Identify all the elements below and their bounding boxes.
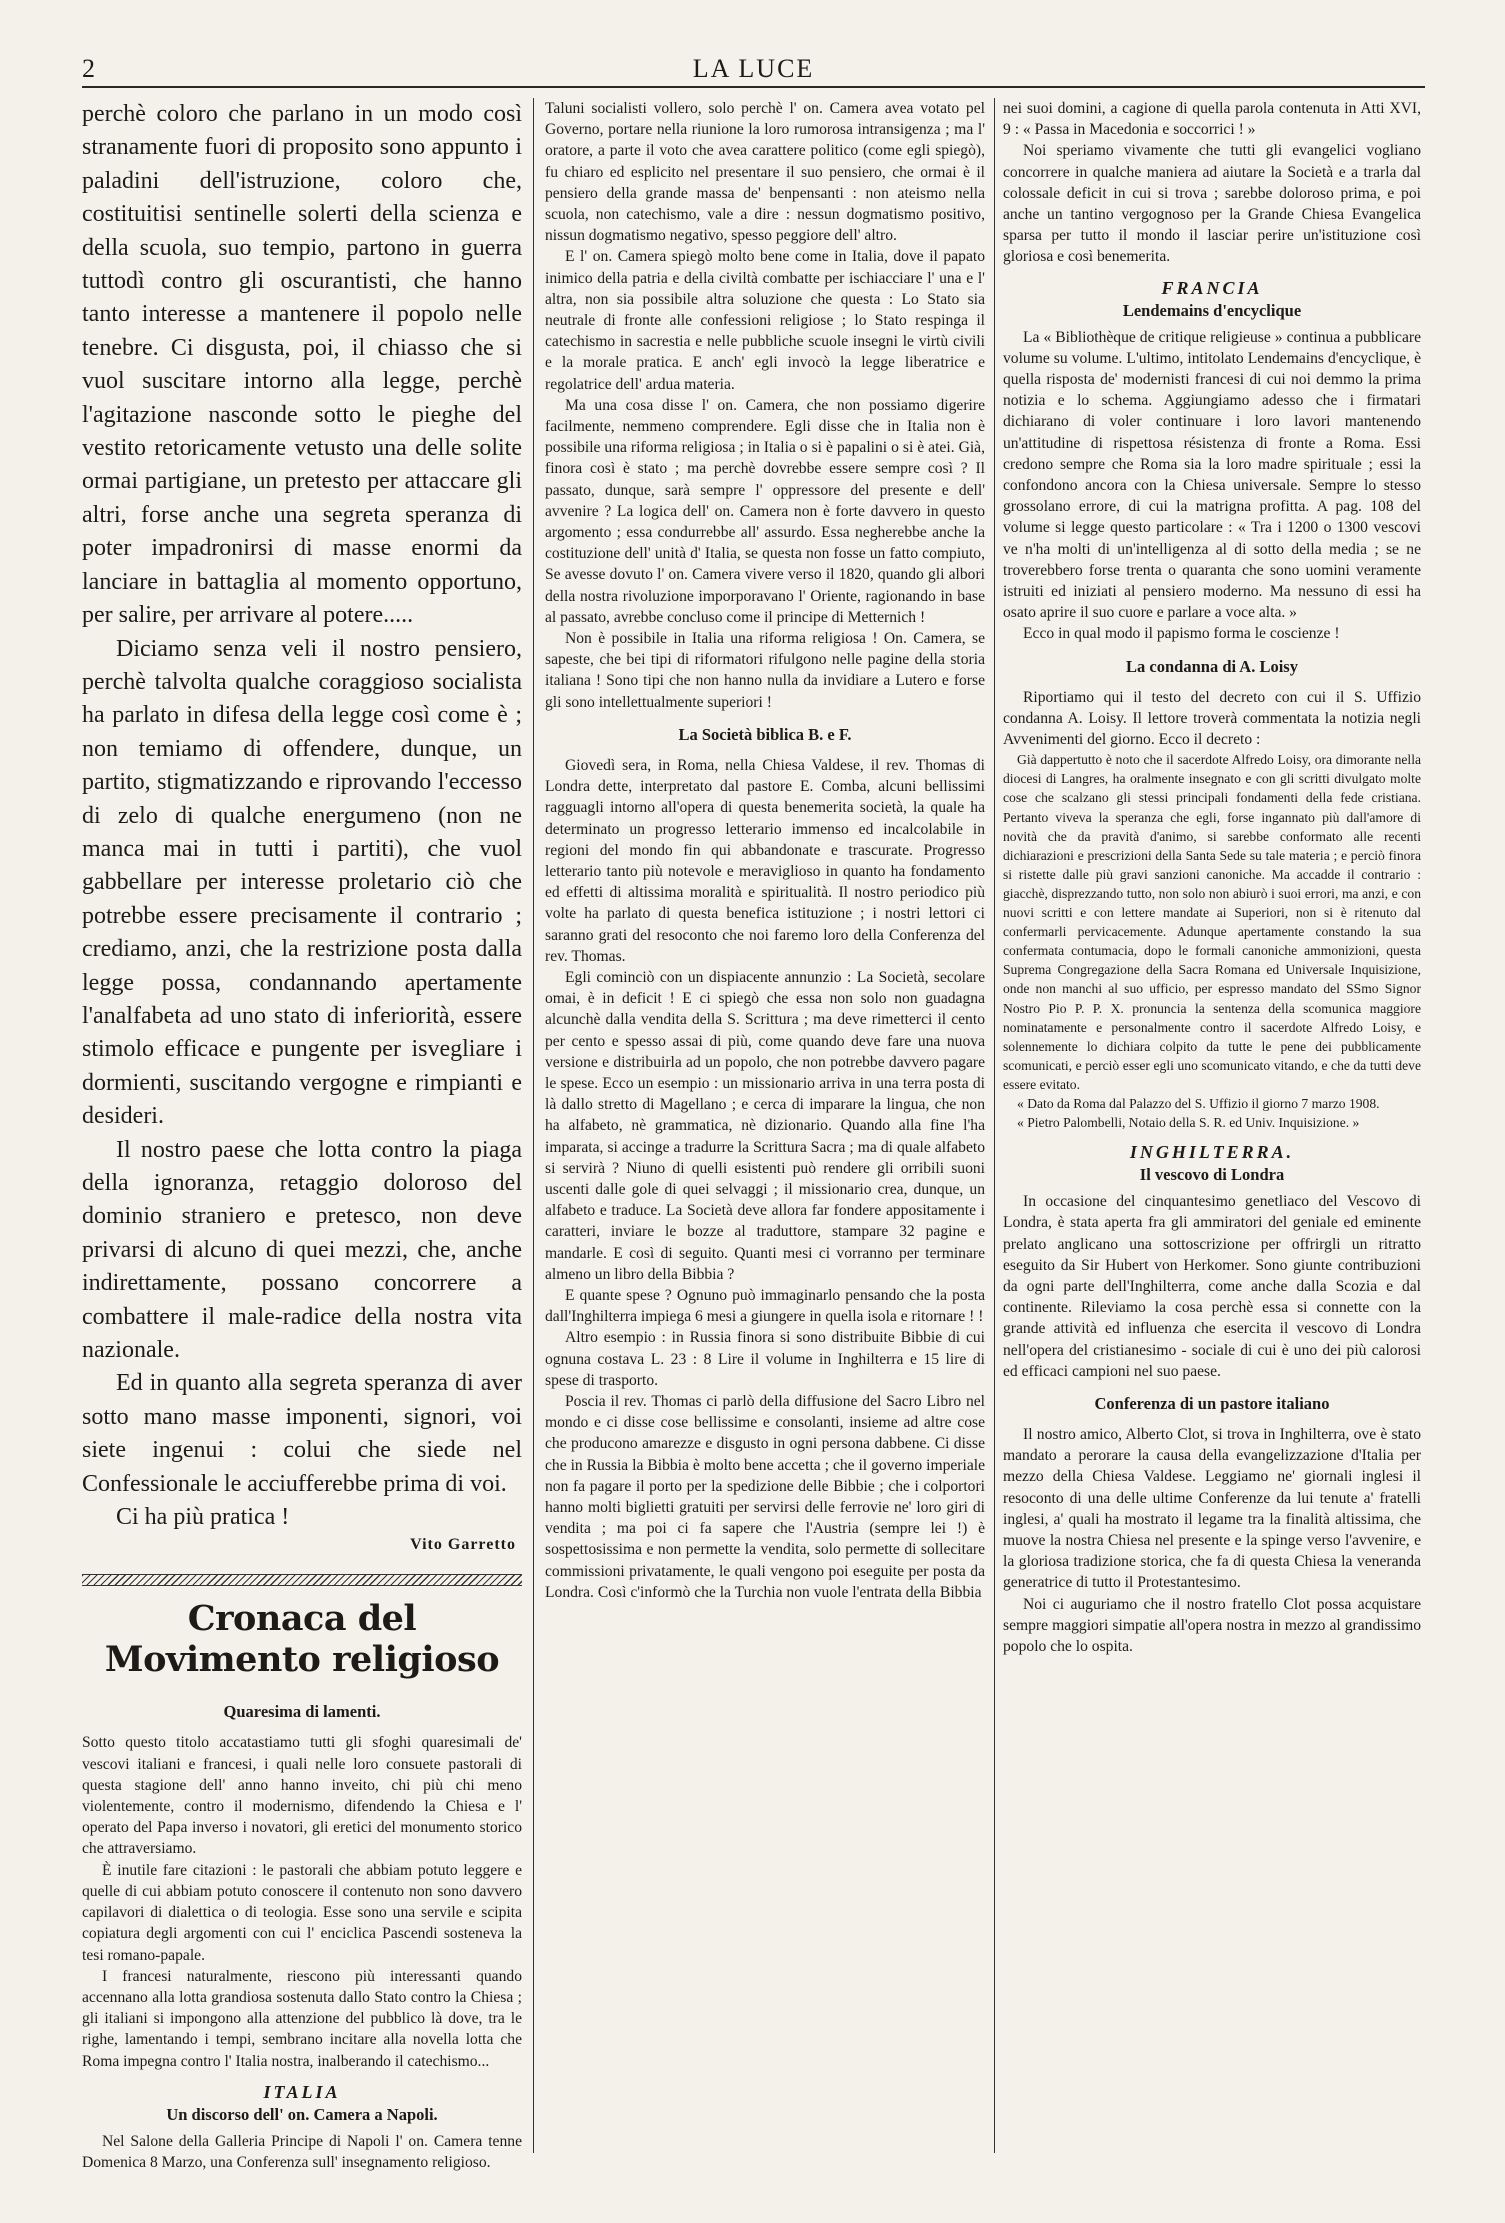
author-signature: Vito Garretto bbox=[410, 1536, 516, 1554]
article-paragraph: Diciamo senza veli il nostro pensiero, perchè talvolta qualche coraggioso socialista ha parlato in difesa della legge così come è ; non temiamo di offendere, dunque, un partito, stigmatizzando e riprovando l'eccesso di zelo di qualche energumeno (non ne manca mai in tutti i partiti), che vuol gabbellare per interesse proletario ciò che potrebbe essere precisamente il contrario ; crediamo, anzi, che la restrizione posta dalla legge possa, condannando apertamente l'analfabeta ad uno stato di inferiorità, essere stimolo efficace e pungente per isvegliare i dormienti, suscitando vergogne e rimpianti e desideri. bbox=[82, 635, 522, 1130]
article-paragraph: Noi ci auguriamo che il nostro fratello Clot possa acquistare sempre maggiori simpatie all'opera nostra in mezzo al grandissimo popolo che lo ospita. bbox=[1003, 1595, 1421, 1656]
article-paragraph: Il nostro paese che lotta contro la piaga della ignoranza, retaggio doloroso del dominio straniero e pretesco, non deve privarsi di alcuno di quei mezzi, che, anche indirettamente, possano concorrere a combattere il male-radice della nostra vita nazionale. bbox=[82, 1136, 522, 1364]
article-paragraph: È inutile fare citazioni : le pastorali che abbiam potuto leggere e quelle di cui abbiam potuto conoscere il contenuto non sono davvero capilavori di dialettica o di teologia. Esse sono una servile e scipita copiatura degli argomenti con cui l' enciclica Pascendi sosteneva la tesi romano-papale. bbox=[82, 1861, 522, 1964]
ornamental-divider bbox=[82, 1574, 522, 1586]
page-number: 2 bbox=[82, 54, 95, 83]
article-paragraph: E l' on. Camera spiegò molto bene come in Italia, dove il papato inimico della patria e della civiltà combatte per ischiacciare l' una e l' altra, non sia possibile altra soluzione che questa : Lo Stato sia neutrale di fronte alle confessioni religiose ; lo Stato respinga il catechismo in sacrestia e nelle pubbliche scuole insegni le virtù civili e la morale pratica. E anch' egli invocò la legge liberatrice e regolatrice dell' ardua materia. bbox=[545, 248, 985, 393]
article-paragraph: Ecco in qual modo il papismo forma le coscienze ! bbox=[1023, 625, 1340, 643]
subsection-title: Lendemains d'encyclique bbox=[1122, 300, 1302, 320]
column-3 bbox=[1003, 98, 1421, 2153]
subsection-title: Il vescovo di Londra bbox=[1139, 1165, 1285, 1185]
subsection-title: Un discorso dell' on. Camera a Napoli. bbox=[166, 2104, 438, 2124]
page-header bbox=[82, 52, 1425, 88]
subsection-title: Conferenza di un pastore italiano bbox=[1094, 1393, 1330, 1413]
decree-text bbox=[1003, 750, 1421, 1132]
section-heading: Cronaca del Movimento religioso bbox=[104, 1598, 500, 1681]
article-paragraph: Riportiamo qui il testo del decreto con cui il S. Uffizio condanna A. Loisy. Il lettore troverà commentata la notizia negli Avvenimenti del giorno. Ecco il decreto : bbox=[1003, 688, 1421, 749]
article-paragraph: La « Bibliothèque de critique religieuse » continua a pubblicare volume su volume. L'ultimo, intitolato Lendemains d'encyclique, è quella risposta de' modernisti francesi di cui noi demmo la prima notizia e lo schema. Aggiungiamo adesso che i firmatari dichiarano di voler continuare i loro lavori mantenendo un'attitudine di rispettosa résistenza di fronte a Roma. Essi credono sempre che Roma sia la loro madre spirituale ; essi la confondono ancora con la Chiesa universale. Sempre lo stesso grossolano errore, di cui la matrigna profitta. A pag. 108 del volume si legge questo particolare : « Tra i 1200 o 1300 vescovi ve n'ha molti di un'intelligenza al di sotto della media ; se ne troverebbero forse trenta o quaranta che sono uomini veramente istruiti ed iniziati al pensiero moderno. Ma nessuno di essi ha osato aprire il suo cuore e parlare a voce alta. » bbox=[1003, 328, 1421, 622]
article-paragraph: Sotto questo titolo accatastiamo tutti gli sfoghi quaresimali de' vescovi italiani e francesi, i quali nelle loro consuete pastorali di questa stagione dell' anno hanno inveito, chi più chi meno violentemente, contro il modernismo, difendendo la Chiesa e l' operato del Papa inverso i novatori, gli eretici del monumento storico che attraversiamo. bbox=[82, 1734, 522, 1858]
article-paragraph: perchè coloro che parlano in un modo così stranamente fuori di proposito sono appunto i paladini dell'istruzione, coloro che, costituitisi sentinelle solerti della scienza e della scuola, suo tempio, partono in guerra tuttodì contro gli oscurantisti, che hanno tanto interesse a mantenere il popolo nelle tenebre. Ci disgusta, poi, il chiasso che si vuol suscitare intorno alla legge, perchè l'agitazione nasconde sotto le pieghe del vestito retoricamente vetusto una delle solite ormai partigiane, un pretesto per attaccare gli altri, forse anche una segreta speranza di poter impadronirsi di masse enormi da lanciare in battaglia al momento opportuno, per salire, per arrivare al potere..... bbox=[82, 101, 522, 629]
subsection-title: Quaresima di lamenti. bbox=[223, 1702, 381, 1722]
editorial-article bbox=[82, 98, 522, 1534]
article-paragraph: nei suoi domini, a cagione di quella parola contenuta in Atti XVI, 9 : « Passa in Macedonia e soccorrici ! » bbox=[1003, 100, 1421, 139]
article-paragraph: Ci ha più pratica ! bbox=[116, 1504, 290, 1531]
newspaper-title: LA LUCE bbox=[692, 54, 815, 83]
article-paragraph: Non è possibile in Italia una riforma religiosa ! On. Camera, se sapeste, che bei tipi di riformatori rifulgono nelle pagine della storia italiana ! Sono tipi che non hanno nulla da invidiare a Lutero e forse gli sono intellettualmente superiori ! bbox=[545, 630, 985, 711]
column-divider bbox=[533, 98, 534, 2153]
article-paragraph: Poscia il rev. Thomas ci parlò della diffusione del Sacro Libro nel mondo e ci disse cose bellissime e consolanti, insieme ad altre cose che producono amarezze e disgusto in ogni persona dabbene. Ci disse che in Russia la Bibbia è molto bene accetta ; che il governo imperiale non fa pagare il porto per la spedizione delle Bibbie ; che i colportori hanno molti biglietti gratuiti per servirsi delle ferrovie ne' loro giri di vendita ; ma poi ci fa sapere che l'Austria (sempre lei !) è sospettosissima e non permette la vendita, solo permette di sollecitare commissioni privatamente, le quali vengono poi eseguite per posta da Londra. Così c'informò che la Turchia non vuole l'entrata della Bibbia bbox=[545, 1392, 985, 1601]
subsection-title: La Società biblica B. e F. bbox=[678, 724, 852, 744]
article-paragraph: Egli cominciò con un dispiacente annunzio : La Società, secolare omai, è in deficit ! E ci spiegò che essa non solo non guadagna alcunchè dalla vendita della S. Scrittura ; ma deve rimetterci il cento per cento e spesso assai di più, come quando deve fare una nuova versione e distribuirla ad un popolo, che non potrebbe davvero pagare le spese. Ecco un esempio : un missionario arriva in una terra posta di là dallo stretto di Magellano ; e cerca di imparare la lingua, che non ha alfabeto, nè grammatica, nè dizionario. Quando alla fine l'ha imparata, si accinge a tradurre la Scrittura Sacra ; ma di quale alfabeto si servirà ? Niuno di quelli esistenti può rendere gli orribili suoni uscenti dalle gole di quei selvaggi ; il missionario crea, dunque, un alfabeto e traduce. La Società deve allora far fondere appositamente i caratteri, inviare le bozze al traduttore, stampare 32 pagine e mandarle. E così di seguito. Quanti mesi ci vorranno per terminare almeno un libro della Bibbia ? bbox=[545, 968, 985, 1283]
article-paragraph: Il nostro amico, Alberto Clot, si trova in Inghilterra, ove è stato mandato a perorare la causa della evangelizzazione d'Italia per mezzo della Chiesa Valdese. Leggiamo ne' giornali inglesi il resoconto di una delle ultime Conferenze da lui tenute a' fratelli inglesi, a' quali ha mostrato il legame tra la finalità altissima, che muove la nostra Chiesa nel presente e la spinge verso l'avvenire, e la gloriosa tradizione storica, che fa di questa Chiesa la veneranda generatrice di tutto il Protestantesimo. bbox=[1003, 1425, 1421, 1592]
article-paragraph: Taluni socialisti vollero, solo perchè l' on. Camera avea votato pel Governo, portare nella riunione la loro rumorosa intransigenza ; ma l' oratore, a parte il voto che avea carattere politico (come egli spiegò), fu chiaro ed esplicito nel presentare il suo pensiero, che ormai è il pensiero della grande massa de' benpensanti : non ateismo nella scuola, non catechismo, vale a dire : nessun dogmatismo positivo, nissun dogmatismo negativo, spesso peggiore dell' altro. bbox=[545, 100, 985, 245]
article-paragraph: « Pietro Palombelli, Notaio della S. R. ed Univ. Inquisizione. » bbox=[1017, 1115, 1360, 1131]
article-paragraph: In occasione del cinquantesimo genetliaco del Vescovo di Londra, è stata aperta fra gli ammiratori del geniale ed eminente prelato anglicano una sottoscrizione per offrirgli un ritratto eseguito da Sir Hubert von Herkomer. Sono giunte contribuzioni da ogni parte dell'Inghilterra, come anche dalla Scozia e dal continente. Rileviamo la cosa perchè essa si connette con la grande attività ed influenza che esercita il vescovo di Londra nell'opera del cristianesimo - sociale di cui è uno dei più calorosi ed efficaci campioni nel suo paese. bbox=[1003, 1193, 1421, 1380]
article-paragraph: Altro esempio : in Russia finora si sono distribuite Bibbie di cui ognuna costava L. 23 : 8 Lire il volume in Inghilterra e 15 lire di spese di trasporto. bbox=[545, 1329, 985, 1389]
article-paragraph: Nel Salone della Galleria Principe di Napoli l' on. Camera tenne Domenica 8 Marzo, una Conferenza sull' insegnamento religioso. bbox=[82, 2132, 522, 2171]
column-1 bbox=[82, 98, 522, 2171]
article-paragraph: E quante spese ? Ognuno può immaginarlo pensando che la posta dall'Inghilterra impiega 6 mesi a giungere in quella isola e ritornare ! ! bbox=[545, 1286, 985, 1326]
article-paragraph: Ma una cosa disse l' on. Camera, che non possiamo digerire facilmente, nemmeno comprendere. Egli disse che in Italia non è possibile una riforma religiosa ; in Italia o si è papalini o si è atei. Già, finora così è stato ; ma perchè dovrebbe essere sempre così ? Il passato, dunque, sarà sempre l' oppressore del presente e dell' avvenire ? La logica dell' on. Camera non è forte davvero in questo argomento ; essa condurrebbe all' assurdo. Essa negherebbe anche la costituzione dell' unità d' Italia, se questa non fosse un fatto compiuto, Se avesse dovuto l' on. Camera vivere verso il 1820, quando gli albori della nostra rivoluzione imporporavano l' Oriente, ragionando in base al passato, avrebbe concluso come il principe di Metternich ! bbox=[545, 396, 985, 626]
article-paragraph: Noi speriamo vivamente che tutti gli evangelici vogliano concorrere in qualche maniera ad aiutare la Società e a trarla dal colossale deficit in cui si trova ; sarebbe doloroso prima, e poi anche un tantino vergognoso per la Grande Chiesa Evangelica sparsa per tutto il mondo il lasciar perire un'istituzione così gloriosa e così benemerita. bbox=[1003, 142, 1421, 266]
article-paragraph: Già dappertutto è noto che il sacerdote Alfredo Loisy, ora dimorante nella diocesi di Langres, ha oralmente insegnato e con gli scritti divulgato molte cose che scalzano gli stessi principali fondamenti della fede cristiana. Pertanto viveva la speranza che egli, forse ingannato più dall'amore di novità che da pravità d'animo, si sarebbe conformato alle recenti dichiarazioni e prescrizioni della Santa Sede su tale materia ; e perciò finora si ristette dalle più gravi sanzioni canoniche. Ma accadde il contrario : giacchè, disprezzando tutto, non solo non abiurò i suoi errori, ma anzi, e con nuovi scritti e con lettere mandate ai Superiori, non si è ritenuto dal confermarli pervicacemente. Adunque apertamente constando la sua confermata contumacia, dopo le formali canoniche ammonizioni, questa Suprema Congregazione della Sacra Romana ed Universale Inquisizione, onde non manchi al suo ufficio, per espresso mandato del SSmo Signor Nostro Pio P. P. X. pronuncia la sentenza della scomunica maggiore nominatamente e personalmente contro il sacerdote Alfredo Loisy, e solennemente lo dichiara colpito da tutte le pene dei pubblicamente scomunicati, e perciò esser egli uno scomunicato vitando, e che da tutti deve essere evitato. bbox=[1003, 752, 1421, 1092]
article-paragraph: Ed in quanto alla segreta speranza di aver sotto mano masse imponenti, signori, voi siete ingenui : colui che siede nel Confessionale le acciufferebbe prima di voi. bbox=[82, 1370, 522, 1497]
country-heading: INGHILTERRA. bbox=[1129, 1142, 1295, 1163]
column-divider bbox=[994, 98, 995, 2153]
country-heading: ITALIA bbox=[263, 2081, 341, 2102]
article-paragraph: I francesi naturalmente, riescono più interessanti quando accennano alla lotta grandiosa sostenuta dallo Stato contro la Chiesa ; gli italiani si impongono alla attenzione del pubblico là dove, tra le righe, lamentando i tempi, sembrano incitare alla novella lotta che Roma impegna contro l' Italia nostra, inalberando il catechismo... bbox=[82, 1967, 522, 2070]
column-2 bbox=[545, 98, 985, 2153]
article-paragraph: « Dato da Roma dal Palazzo del S. Uffizio il giorno 7 marzo 1908. bbox=[1017, 1095, 1380, 1111]
subsection-title: La condanna di A. Loisy bbox=[1126, 656, 1298, 676]
country-heading: FRANCIA bbox=[1161, 277, 1263, 298]
article-paragraph: Giovedì sera, in Roma, nella Chiesa Valdese, il rev. Thomas di Londra dette, interpretato dal pastore E. Comba, alcuni bellissimi ragguagli intorno all'opera di questa benemerita società, la quale ha determinato un progresso letterario immenso ed incalcolabile in regioni del mondo fin qui abbandonate e trascurate. Progresso letterario tanto più notevole e meraviglioso in quanto ha fondamento ed effetti di altissima moralità e spiritualità. Il nostro periodico più volte ha parlato di questa benefica istituzione ; i nostri lettori ci saranno grati del resoconto che noi faremo loro della Conferenza del rev. Thomas. bbox=[545, 756, 985, 965]
